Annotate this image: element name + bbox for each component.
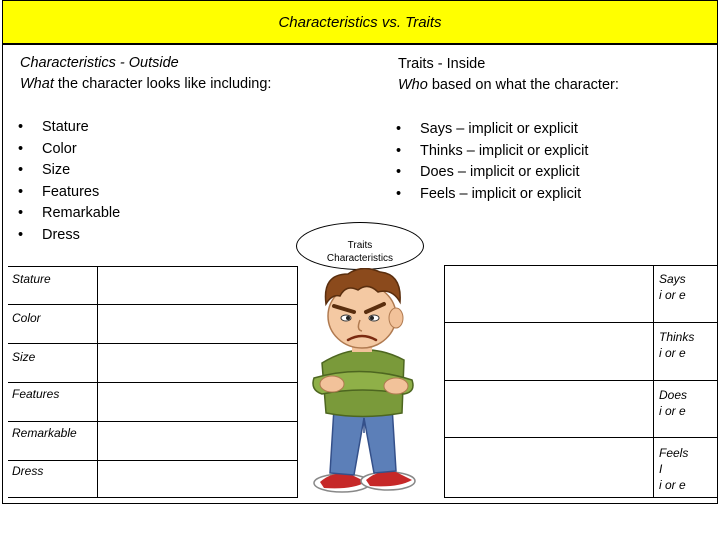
title-bar <box>2 0 718 44</box>
left-hand <box>320 376 344 392</box>
row-label-sub: i or e <box>659 346 686 360</box>
list-item: • Size <box>18 160 218 182</box>
table-row <box>444 381 718 438</box>
row-label-main: Says <box>659 272 686 286</box>
row-label: Size <box>12 350 36 364</box>
row-label: Color <box>12 311 41 325</box>
row-label-sub: I <box>659 462 663 476</box>
traits-list <box>396 119 696 205</box>
table-row <box>8 266 298 305</box>
list-item: • Remarkable <box>18 203 218 225</box>
table-row <box>8 383 298 422</box>
row-label-main: Thinks <box>659 330 695 344</box>
list-item: • Color <box>18 139 218 161</box>
list-item: • Dress <box>18 225 218 247</box>
table-row <box>444 323 718 381</box>
characteristics-what: What <box>20 76 54 92</box>
traits-who: Who <box>398 77 428 93</box>
row-label-extra: i or e <box>659 478 686 492</box>
table-row <box>444 438 718 498</box>
list-item: • Features <box>18 182 218 204</box>
row-label-sub: i or e <box>659 288 686 302</box>
row-label <box>659 271 686 303</box>
table-row <box>8 344 298 383</box>
traits-header <box>398 54 698 96</box>
grumpy-boy-illustration <box>292 268 444 498</box>
row-label: Dress <box>12 464 44 478</box>
row-label: Stature <box>12 272 51 286</box>
center-label-traits: Traits <box>347 240 373 251</box>
row-label <box>659 445 688 493</box>
row-label: Features <box>12 387 60 401</box>
row-label-sub: i or e <box>659 404 686 418</box>
list-item: • Does – implicit or explicit <box>396 162 696 184</box>
row-label-main: Does <box>659 388 688 402</box>
row-label: Remarkable <box>12 426 77 440</box>
table-row <box>8 461 298 498</box>
list-item: • Thinks – implicit or explicit <box>396 141 696 163</box>
traits-description: based on what the character: <box>427 77 619 93</box>
traits-heading: Traits - Inside <box>398 56 486 72</box>
center-label-characteristics: Characteristics <box>326 253 394 264</box>
row-label <box>659 387 687 419</box>
characteristics-heading: Characteristics - Outside <box>20 55 179 71</box>
row-label-main: Feels <box>659 446 689 460</box>
characteristics-list <box>18 117 218 246</box>
row-label <box>659 329 694 361</box>
characteristics-header <box>20 53 340 95</box>
list-item: • Says – implicit or explicit <box>396 119 696 141</box>
list-item: • Feels – implicit or explicit <box>396 184 696 206</box>
characteristics-description: the character looks like including: <box>53 76 272 92</box>
center-label <box>300 239 420 265</box>
table-row <box>8 305 298 344</box>
table-row <box>444 265 718 323</box>
list-item: • Stature <box>18 117 218 139</box>
table-row <box>8 422 298 461</box>
right-hand <box>384 378 408 394</box>
page-title: Characteristics vs. Traits <box>278 13 442 31</box>
